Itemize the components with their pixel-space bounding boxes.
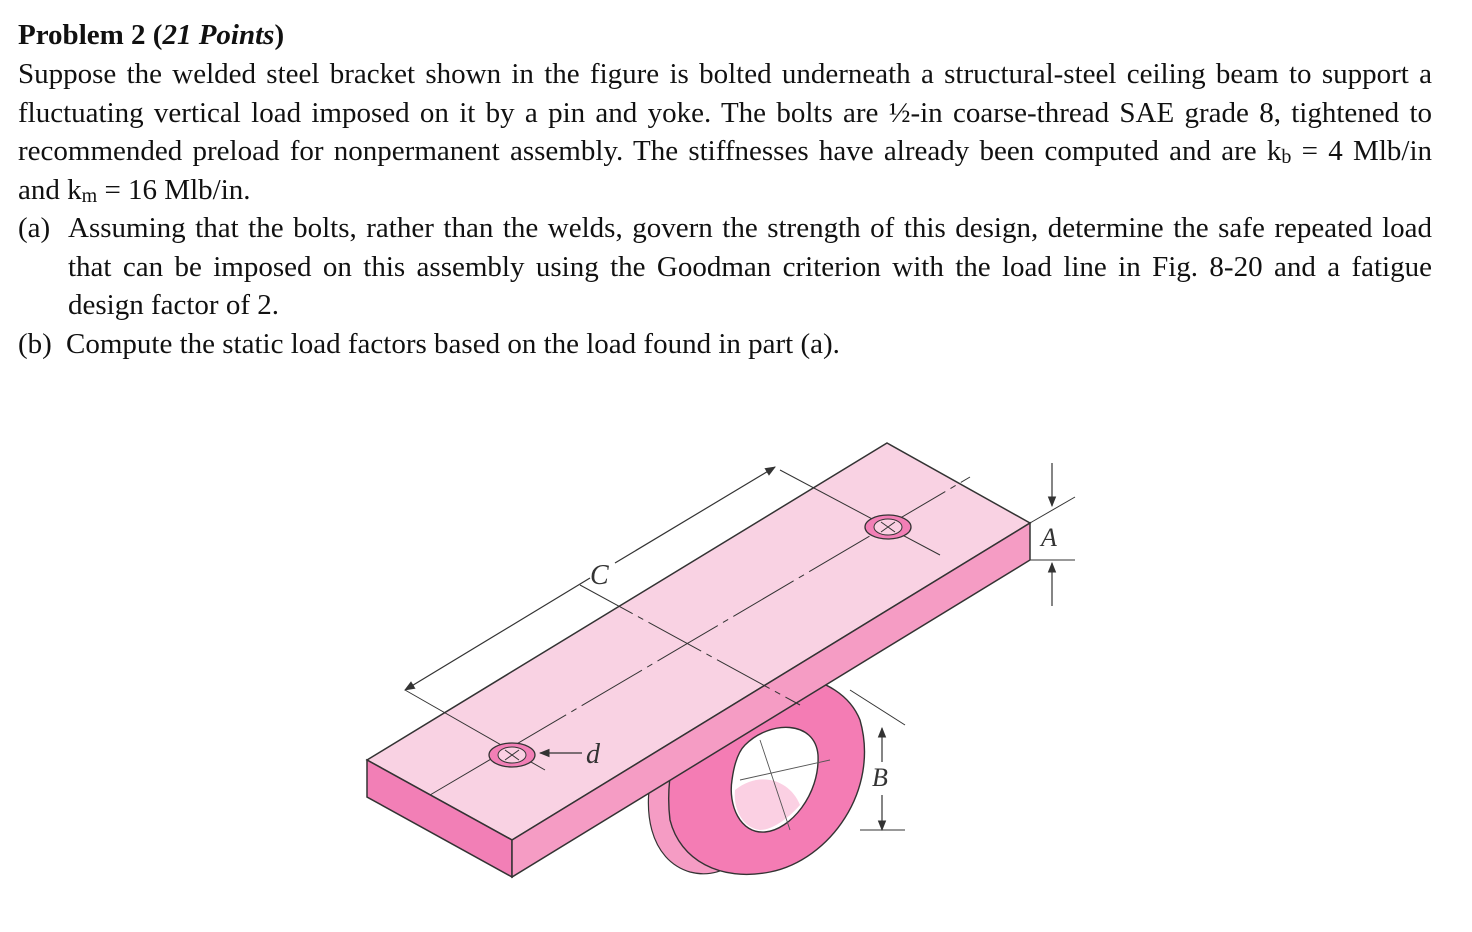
part-a-label: (a)	[18, 212, 51, 244]
bolt-hole-right	[865, 515, 911, 539]
intro-text-3: = 16 Mlb/in.	[97, 173, 251, 206]
dimension-a	[1030, 463, 1075, 606]
km-subscript: m	[81, 184, 98, 207]
label-d: d	[586, 739, 600, 770]
part-a-text: Assuming that the bolts, rather than the welds, govern the strength of this design, determine the safe repeated load that can be imposed on this assembly using the Goodman criterion with the load line in Fig. 8-20 and a fatigue design factor of 2.	[68, 212, 1432, 321]
label-a: A	[1041, 523, 1057, 552]
kb-subscript: b	[1281, 146, 1292, 168]
label-b: B	[872, 763, 888, 792]
title-points: 21 Points	[162, 19, 275, 51]
intro-text-2: = 4 Mlb/in and k	[18, 135, 1433, 206]
part-b-text: Compute the static load factors based on the load found in part (a).	[66, 327, 840, 360]
bolt-hole-left	[489, 743, 535, 767]
title-text: Problem 2 (	[18, 19, 163, 51]
label-c: C	[590, 560, 609, 591]
part-b-label: (b)	[18, 327, 52, 360]
title-close: )	[274, 19, 285, 51]
intro-text-1: Suppose the welded steel bracket shown in the figure is bolted underneath a structural-steel ceiling beam to support a fluctuating vertical load imposed on it by a pin and yoke. The bolts are ½-in coarse-thread SAE grade 8, tightened to recommended preload for nonpermanent assembly. The stiffnesses have already been computed and are k	[18, 58, 1432, 167]
